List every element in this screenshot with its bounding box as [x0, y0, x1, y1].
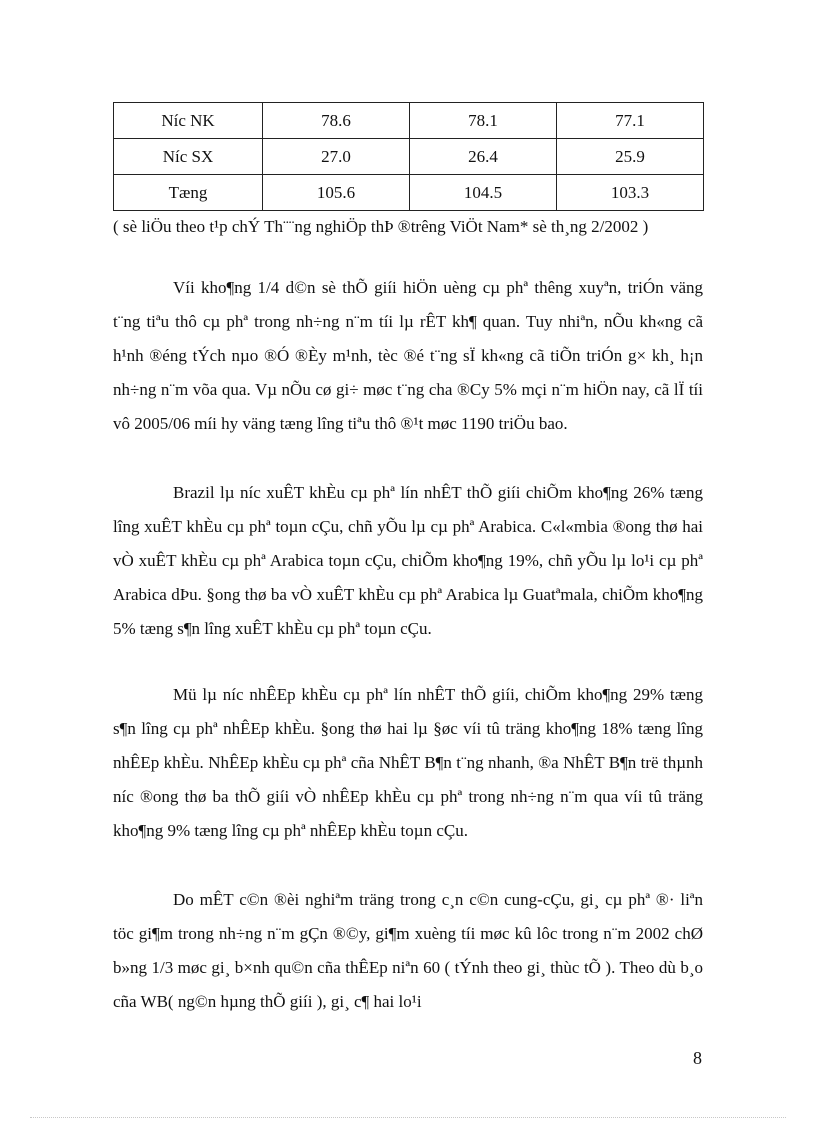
paragraph: Brazil lµ níc xuÊT khÈu cµ phª lín nhÊT thÕ giíi chiÕm kho¶ng 26% tæng lîng xuÊT khÈu cµ phª toµn cÇu, chñ yÕu lµ cµ phª Arabica. C«l«mbia ®ong thø hai vÒ xuÊT khÈu cµ phª Arabica toµn cÇu, chiÕm kho¶ng 19%, chñ yÕu lµ lo¹i cµ phª Arabica dÞu. §ong thø ba vÒ xuÊT khÈu cµ phª Arabica lµ Guatªmala, chiÕm kho¶ng 5% tæng s¶n lîng xuÊT khÈu cµ phª toµn cÇu.	[113, 483, 703, 638]
paragraph: Mü lµ níc nhÊEp khÈu cµ phª lín nhÊT thÕ giíi, chiÕm kho¶ng 29% tæng s¶n lîng cµ phª nhÊEp khÈu. §ong thø hai lµ §øc víi tû träng kho¶ng 18% tæng lîng nhÊEp khÈu. NhÊEp khÈu cµ phª cña NhÊT B¶n t¨ng nhanh, ®a NhÊT B¶n trë thµnh níc ®ong thø ba thÕ giíi vÒ nhÊEp khÈu cµ phª trong nh÷ng n¨m qua víi tû träng kho¶ng 9% tæng lîng cµ phª nhÊEp khÈu toµn cÇu.	[113, 685, 703, 840]
table-cell: 26.4	[410, 139, 557, 175]
table-cell: 77.1	[557, 103, 704, 139]
coffee-data-table	[113, 102, 704, 211]
source-note: ( sè liÖu theo t¹p chÝ Th¨¨ng nghiÖp thÞ ®trêng ViÖt Nam* sè th¸ng 2/2002 )	[113, 217, 649, 236]
page-number: 8	[693, 1048, 702, 1068]
table-cell: 27.0	[263, 139, 410, 175]
table-cell: 104.5	[410, 175, 557, 211]
table-row	[114, 139, 704, 175]
table-cell: 78.6	[263, 103, 410, 139]
row-label: Níc NK	[114, 103, 263, 139]
table-row	[114, 175, 704, 211]
table-cell: 25.9	[557, 139, 704, 175]
paragraph: Do mÊT c©n ®èi nghiªm träng trong c¸n c©n cung-cÇu, gi¸ cµ phª ®· liªn töc gi¶m trong nh÷ng n¨m gÇn ®©y, gi¶m xuèng tíi møc kû lôc trong n¨m 2002 chØ b»ng 1/3 møc gi¸ b×nh qu©n cña thÊEp niªn 60 ( tÝnh theo gi¸ thùc tÕ ). Theo dù b¸o cña WB( ng©n hµng thÕ giíi ), gi¸ c¶ hai lo¹i	[113, 890, 703, 1011]
table-cell: 78.1	[410, 103, 557, 139]
table-row	[114, 103, 704, 139]
table-cell: 103.3	[557, 175, 704, 211]
table-cell: 105.6	[263, 175, 410, 211]
row-label: Tæng	[114, 175, 263, 211]
page-bottom-divider	[30, 1117, 786, 1118]
row-label: Níc SX	[114, 139, 263, 175]
paragraph: Víi kho¶ng 1/4 d©n sè thÕ giíi hiÖn uèng cµ phª thêng xuyªn, triÓn väng t¨ng tiªu thô cµ phª trong nh÷ng n¨m tíi lµ rÊT kh¶ quan. Tuy nhiªn, nÕu kh«ng cã h¹nh ®éng tÝch nµo ®Ó ®Èy m¹nh, tèc ®é t¨ng sÏ kh«ng cã tiÕn triÓn g× kh¸ h¡n nh÷ng n¨m võa qua. Vµ nÕu cø gi÷ møc t¨ng cha ®Cy 5% mçi n¨m hiÖn nay, cã lÏ tíi vô 2005/06 míi hy väng tæng lîng tiªu thô ®¹t møc 1190 triÖu bao.	[113, 278, 703, 433]
